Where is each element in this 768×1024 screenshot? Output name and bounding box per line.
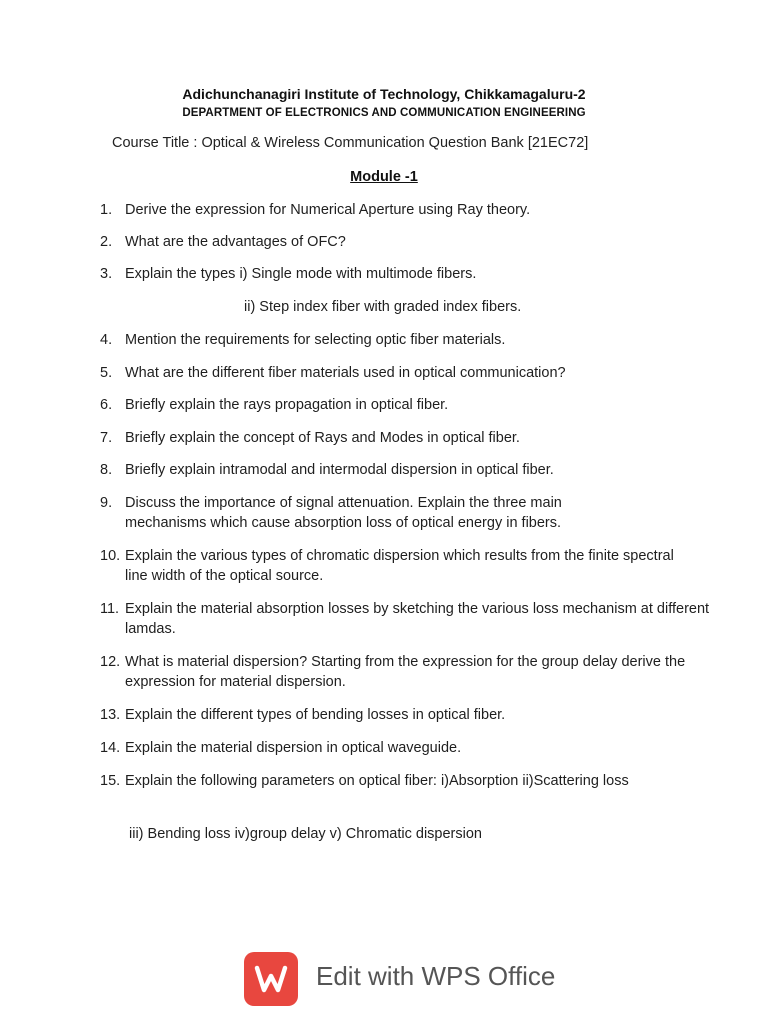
question-item — [100, 200, 700, 220]
question-number: 10. — [100, 548, 121, 564]
wps-w-logo-icon — [244, 952, 298, 1006]
question-number: 14. — [100, 740, 121, 756]
question-number: 9. — [100, 495, 113, 511]
question-number: 2. — [100, 234, 113, 250]
question-text: What is material dispersion? Starting from the expression for the group delay derive the expression for material dispersion. — [125, 654, 686, 690]
question-item — [100, 460, 700, 480]
question-text: What are the different fiber materials used in optical communication? — [125, 365, 566, 381]
question-number: 12. — [100, 654, 121, 670]
question-item — [100, 738, 700, 758]
question-number: 13. — [100, 707, 121, 723]
question-text: Derive the expression for Numerical Aperture using Ray theory. — [125, 202, 531, 218]
question-item — [100, 705, 700, 725]
edit-with-wps-banner[interactable] — [244, 952, 554, 1006]
question-text: Briefly explain the rays propagation in optical fiber. — [125, 397, 449, 413]
question-item — [100, 652, 690, 692]
question-text: Explain the various types of chromatic dispersion which results from the finite spectral line width of the optical source. — [125, 548, 674, 584]
question-number: 3. — [100, 266, 113, 282]
question-text: Briefly explain the concept of Rays and Modes in optical fiber. — [125, 430, 520, 446]
question-text: Explain the material absorption losses by sketching the various loss mechanism at different lamdas. — [125, 601, 710, 637]
question-continuation: ii) Step index fiber with graded index fibers. — [244, 299, 522, 315]
question-text: Explain the different types of bending losses in optical fiber. — [125, 707, 506, 723]
question-text: Explain the material dispersion in optical waveguide. — [125, 740, 462, 756]
question-number: 11. — [100, 601, 120, 617]
question-number: 1. — [100, 202, 113, 218]
question-item — [100, 363, 700, 383]
question-item — [100, 330, 700, 350]
institute-name: Adichunchanagiri Institute of Technology, Chikkamagaluru-2 — [182, 86, 586, 102]
question-text: Explain the types i) Single mode with multimode fibers. — [125, 266, 477, 282]
question-text: Discuss the importance of signal attenuation. Explain the three main mechanisms which cause absorption loss of optical energy in fibers. — [125, 495, 562, 531]
question-number: 6. — [100, 397, 113, 413]
question-text: Briefly explain intramodal and intermodal dispersion in optical fiber. — [125, 462, 554, 478]
question-text: Explain the following parameters on optical fiber: i)Absorption ii)Scattering loss — [125, 773, 629, 789]
question-continuation: iii) Bending loss iv)group delay v) Chromatic dispersion — [129, 826, 482, 842]
course-title: Course Title : Optical & Wireless Communication Question Bank [21EC72] — [112, 135, 589, 151]
edit-with-wps-label: Edit with WPS Office — [316, 961, 556, 991]
question-item — [100, 546, 690, 586]
question-number: 7. — [100, 430, 113, 446]
question-item — [100, 771, 675, 791]
question-item — [100, 232, 700, 252]
question-item — [100, 599, 710, 639]
question-item — [100, 395, 700, 415]
department-name: DEPARTMENT OF ELECTRONICS AND COMMUNICATION ENGINEERING — [182, 107, 586, 119]
question-text: What are the advantages of OFC? — [125, 234, 346, 250]
question-number: 8. — [100, 462, 113, 478]
question-number: 15. — [100, 773, 121, 789]
question-item — [100, 493, 620, 533]
question-number: 5. — [100, 365, 113, 381]
question-item — [100, 428, 700, 448]
question-item — [100, 264, 700, 284]
module-heading: Module -1 — [350, 169, 418, 185]
question-text: Mention the requirements for selecting optic fiber materials. — [125, 332, 506, 348]
question-number: 4. — [100, 332, 113, 348]
